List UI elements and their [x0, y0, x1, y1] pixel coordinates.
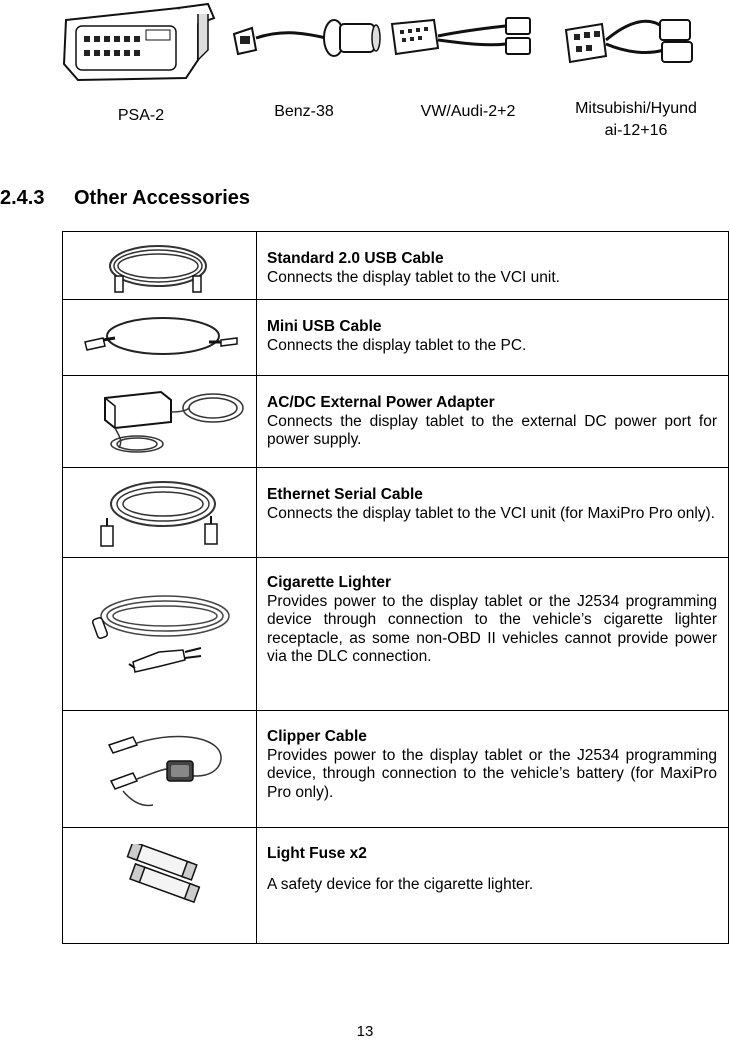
- accessory-title: AC/DC External Power Adapter: [267, 394, 495, 411]
- vw-audi-connector-icon: [388, 14, 538, 62]
- table-row: [63, 468, 729, 558]
- table-row: [63, 558, 729, 711]
- accessory-text-cell: [257, 468, 729, 558]
- mitsubishi-hyundai-connector-icon: [560, 10, 706, 74]
- accessory-image-cell: [63, 300, 257, 376]
- accessory-description: A safety device for the cigarette lighter.: [267, 875, 534, 893]
- accessory-text-cell: [257, 300, 729, 376]
- accessories-table: [62, 231, 729, 944]
- accessory-description: Provides power to the display tablet or the J2534 programming device through connection to the vehicle’s cigarette lighter receptacle, as some non-OBD II vehicles cannot provide power via the DLC connection.: [267, 592, 717, 665]
- connector-label-vw-audi: VW/Audi-2+2: [420, 103, 516, 120]
- connector-label-psa-2: PSA-2: [117, 107, 165, 124]
- accessory-description: Connects the display tablet to the PC.: [267, 336, 527, 354]
- section-heading: [0, 187, 250, 210]
- accessory-title: Mini USB Cable: [267, 318, 382, 335]
- usb-cable-icon: [103, 238, 213, 294]
- accessory-image-cell: [63, 468, 257, 558]
- table-row: [63, 300, 729, 376]
- accessory-title: Cigarette Lighter: [267, 574, 392, 591]
- section-number: 2.4.3: [0, 187, 45, 209]
- accessory-image-cell: [63, 558, 257, 711]
- fuse-icon: [113, 844, 213, 908]
- cigarette-lighter-cable-icon: [89, 586, 239, 676]
- accessory-image-cell: [63, 828, 257, 944]
- accessory-title: Ethernet Serial Cable: [267, 486, 423, 503]
- connector-label-line-1: Mitsubishi/Hyund: [575, 100, 697, 117]
- connector-label-line-2: ai-12+16: [604, 122, 668, 139]
- accessory-image-cell: [63, 711, 257, 828]
- accessory-title: Standard 2.0 USB Cable: [267, 250, 444, 267]
- accessory-image-cell: [63, 232, 257, 300]
- power-adapter-icon: [89, 382, 249, 462]
- accessory-title: Clipper Cable: [267, 728, 367, 745]
- accessory-text-cell: [257, 828, 729, 944]
- accessory-description: Connects the display tablet to the VCI unit.: [267, 268, 560, 286]
- table-row: [63, 376, 729, 468]
- connector-label-benz-38: Benz-38: [274, 103, 334, 120]
- accessory-description: Connects the display tablet to the external DC power port for power supply.: [267, 412, 717, 448]
- accessory-text-cell: [257, 711, 729, 828]
- section-title: Other Accessories: [74, 187, 251, 209]
- table-row: [63, 828, 729, 944]
- accessory-title: Light Fuse x2: [267, 845, 367, 862]
- accessory-text-cell: [257, 558, 729, 711]
- accessory-description: Provides power to the display tablet or the J2534 programming device, through connection to the vehicle’s battery (for MaxiPro Pro only).: [267, 746, 717, 801]
- mini-usb-cable-icon: [81, 312, 241, 364]
- page-number: 13: [356, 1023, 374, 1040]
- table-row: [63, 711, 729, 828]
- ethernet-cable-icon: [97, 476, 227, 552]
- accessory-text-cell: [257, 376, 729, 468]
- psa-2-connector-icon: [58, 0, 218, 82]
- table-row: [63, 232, 729, 300]
- connector-label-mitsubishi-hyundai: [556, 98, 716, 142]
- accessory-text-cell: [257, 232, 729, 300]
- accessory-image-cell: [63, 376, 257, 468]
- clipper-cable-icon: [103, 729, 233, 815]
- benz-38-connector-icon: [230, 12, 382, 62]
- accessory-description: Connects the display tablet to the VCI unit (for MaxiPro Pro only).: [267, 504, 715, 522]
